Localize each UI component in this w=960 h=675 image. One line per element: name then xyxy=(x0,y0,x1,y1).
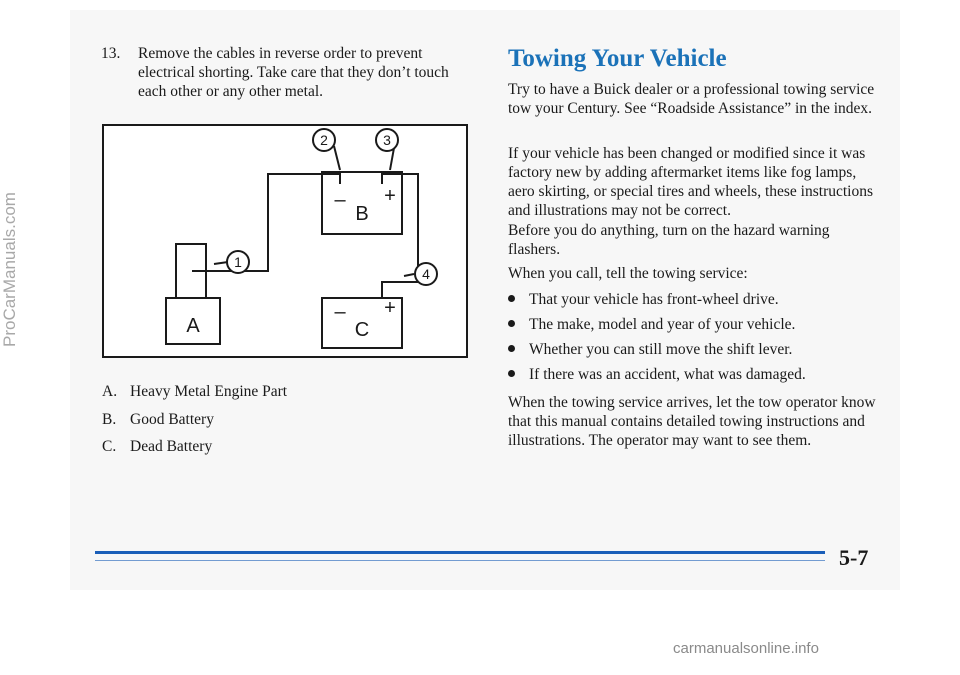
site-credit: carmanualsonline.info xyxy=(673,640,819,657)
bullet-dot-icon xyxy=(508,370,515,377)
footer-rule-thin xyxy=(95,560,825,561)
section-title: Towing Your Vehicle xyxy=(508,45,727,72)
jump-start-diagram xyxy=(102,124,468,358)
legend-text: Good Battery xyxy=(130,411,214,428)
cable-1-2 xyxy=(192,174,340,271)
legend-item-a xyxy=(102,383,287,401)
b-minus: – xyxy=(334,189,346,211)
page-number: 5-7 xyxy=(839,545,869,570)
paragraph-modified: If your vehicle has been changed or modified since it was factory new by adding aftermarket items like fog lamps, aero skirting, or special tires and wheels, these instructions and illustrations may not be correct. xyxy=(508,145,874,219)
bullet-dot-icon xyxy=(508,320,515,327)
legend-text: Heavy Metal Engine Part xyxy=(130,383,288,400)
legend-item-c xyxy=(102,438,212,456)
label-b: B xyxy=(355,203,369,225)
step-number: 13. xyxy=(101,45,121,62)
bullet-item xyxy=(508,291,779,309)
bullet-text: If there was an accident, what was damaged. xyxy=(529,366,806,383)
bullet-item xyxy=(508,366,806,384)
bullet-dot-icon xyxy=(508,345,515,352)
step-13 xyxy=(101,44,461,101)
label-a: A xyxy=(186,315,200,337)
watermark: ProCarManuals.com xyxy=(0,192,19,348)
callout-2: 2 xyxy=(320,132,328,148)
footer-rule-thick xyxy=(95,551,825,554)
bullet-text: The make, model and year of your vehicle. xyxy=(529,316,796,333)
legend-text: Dead Battery xyxy=(130,438,213,455)
callout-3: 3 xyxy=(383,132,391,148)
legend-letter: B. xyxy=(102,411,117,428)
legend-item-b xyxy=(102,411,214,429)
c-plus: + xyxy=(384,297,396,319)
bullet-dot-icon xyxy=(508,295,515,302)
paragraph-intro: Try to have a Buick dealer or a professional towing service tow your Century. See “Roadside Assistance” in the index. xyxy=(508,81,875,117)
bullet-text: Whether you can still move the shift lever. xyxy=(529,341,793,358)
callout-4: 4 xyxy=(422,266,430,282)
b-plus: + xyxy=(384,185,396,207)
step-text: Remove the cables in reverse order to prevent electrical shorting. Take care that they don’t touch each other or any other metal. xyxy=(138,45,449,100)
paragraph-call: When you call, tell the towing service: xyxy=(508,265,748,282)
label-c: C xyxy=(354,319,370,341)
legend-letter: C. xyxy=(102,438,117,455)
callout-1: 1 xyxy=(234,254,242,270)
paragraph-hazard: Before you do anything, turn on the hazard warning flashers. xyxy=(508,222,830,258)
c-minus: – xyxy=(334,301,346,323)
paragraph-arrival: When the towing service arrives, let the tow operator know that this manual contains detailed towing instructions and illustrations. The operator may want to see them. xyxy=(508,394,876,449)
bullet-text: That your vehicle has front-wheel drive. xyxy=(529,291,779,308)
bullet-item xyxy=(508,316,795,334)
legend-letter: A. xyxy=(102,383,118,400)
bullet-item xyxy=(508,341,792,359)
